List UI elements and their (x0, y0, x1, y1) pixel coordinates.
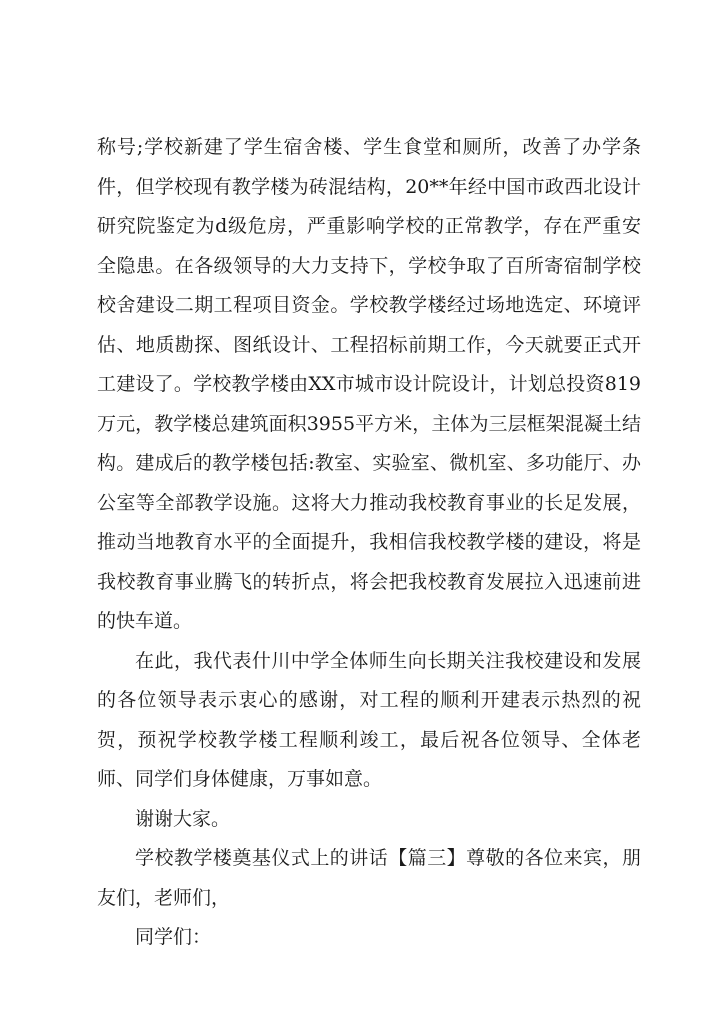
paragraph-thank-you: 谢谢大家。 (135, 807, 231, 830)
paragraph-thanks-and-wishes: 在此，我代表什川中学全体师生向长期关注我校建设和发展的各位领导表示衷心的感谢，对工程的顺利开建表示热烈的祝贺，预祝学校教学楼工程顺利竣工，最后祝各位领导、全体老师、同学们身体健康，万事如意。 (97, 649, 641, 790)
paragraph-greeting-students: 同学们： (135, 926, 212, 948)
document-body (97, 128, 641, 958)
paragraph-speech-three-heading: 学校教学楼奠基仪式上的讲话【篇三】尊敬的各位来宾，朋友们，老师们， (97, 847, 641, 909)
paragraph-school-building-details: 称号;学校新建了学生宿舍楼、学生食堂和厕所，改善了办学条件，但学校现有教学楼为砖混结构，20**年经中国市政西北设计研究院鉴定为d级危房，严重影响学校的正常教学，存在严重安全隐患。在各级领导的大力支持下，学校争取了百所寄宿制学校校舍建设二期工程项目资金。学校教学楼经过场地选定、环境评估、地质勘探、图纸设计、工程招标前期工作，今天就要正式开工建设了。学校教学楼由XX市城市设计院设计，计划总投资819万元，教学楼总建筑面积3955平方米，主体为三层框架混凝土结构。建成后的教学楼包括:教室、实验室、微机室、多功能厅、办公室等全部教学设施。这将大力推动我校教育事业的长足发展，推动当地教育水平的全面提升，我相信我校教学楼的建设，将是我校教育事业腾飞的转折点，将会把我校教育发展拉入迅速前进的快车道。 (97, 136, 641, 632)
